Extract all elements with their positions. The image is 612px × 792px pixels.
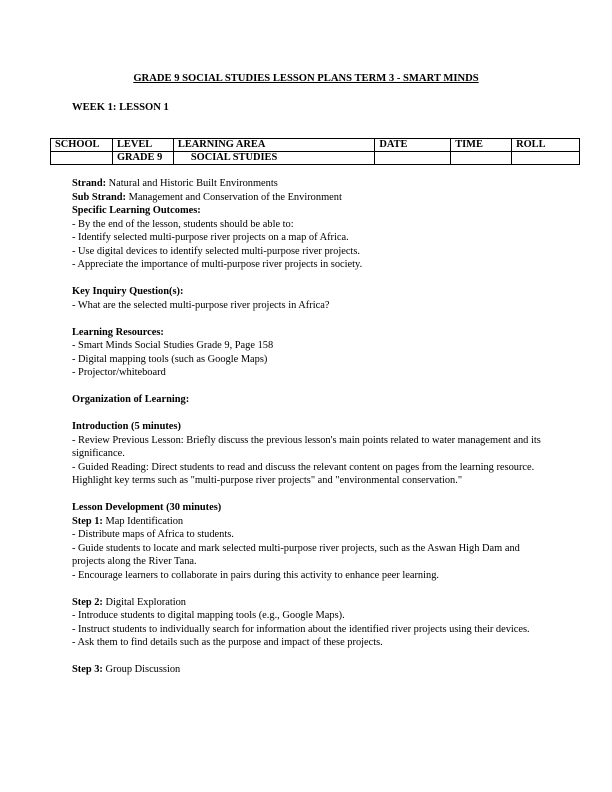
list-item: - Review Previous Lesson: Briefly discuss the previous lesson's main points related to water management and its significance. (72, 434, 541, 459)
cell-time (451, 152, 512, 165)
strand-label: Strand: (72, 178, 107, 189)
header-roll: ROLL (512, 139, 580, 152)
introduction-heading: Introduction (5 minutes) (72, 421, 181, 432)
step-3-line (72, 663, 552, 677)
list-item: - Appreciate the importance of multi-purpose river projects in society. (72, 259, 363, 270)
step-1-title: Map Identification (102, 515, 184, 527)
header-date: DATE (375, 139, 451, 152)
week-lesson-heading: WEEK 1: LESSON 1 (72, 102, 169, 113)
header-time: TIME (451, 139, 512, 152)
cell-school (51, 152, 113, 165)
list-item: - Ask them to find details such as the purpose and impact of these projects. (72, 637, 383, 648)
header-school: SCHOOL (51, 139, 113, 152)
list-item: - What are the selected multi-purpose river projects in Africa? (72, 299, 330, 311)
step-2-label: Step 2: (72, 596, 103, 608)
lesson-content (72, 177, 552, 677)
cell-roll (512, 152, 580, 165)
list-item: - Distribute maps of Africa to students. (72, 529, 234, 540)
table-header-row (51, 139, 580, 152)
strand-line (72, 177, 552, 191)
development-heading: Lesson Development (30 minutes) (72, 502, 222, 513)
step-1-line (72, 515, 552, 529)
list-item: - Instruct students to individually search for information about the identified river projects using their devices. (72, 623, 530, 635)
cell-learning-area: SOCIAL STUDIES (173, 152, 374, 165)
list-item: - Projector/whiteboard (72, 367, 166, 378)
lesson-info-table (50, 138, 580, 165)
cell-date (375, 152, 451, 165)
organization-heading: Organization of Learning: (72, 394, 190, 405)
sub-strand-line (72, 191, 552, 205)
list-item: - Encourage learners to collaborate in pairs during this activity to enhance peer learning. (72, 569, 439, 581)
header-learning-area: LEARNING AREA (173, 139, 374, 152)
list-item: - Introduce students to digital mapping tools (e.g., Google Maps). (72, 610, 345, 621)
list-item: - Smart Minds Social Studies Grade 9, Page 158 (72, 340, 274, 351)
resources-heading: Learning Resources: (72, 326, 164, 338)
list-item: - Use digital devices to identify selected multi-purpose river projects. (72, 245, 360, 257)
list-item: - Digital mapping tools (such as Google Maps) (72, 353, 268, 365)
step-2-title: Digital Exploration (102, 596, 187, 608)
list-item: - By the end of the lesson, students should be able to: (72, 218, 294, 230)
sub-strand-value: Management and Conservation of the Environment (126, 191, 342, 203)
strand-value: Natural and Historic Built Environments (106, 178, 278, 189)
inquiry-heading: Key Inquiry Question(s): (72, 286, 184, 297)
header-level: LEVEL (112, 139, 173, 152)
cell-level: GRADE 9 (112, 152, 173, 165)
sub-strand-label: Sub Strand: (72, 191, 126, 203)
list-item: - Identify selected multi-purpose river projects on a map of Africa. (72, 232, 349, 243)
document-title: GRADE 9 SOCIAL STUDIES LESSON PLANS TERM 3 - SMART MINDS (133, 73, 479, 84)
step-2-line (72, 596, 552, 610)
table-row (51, 152, 580, 165)
list-item: - Guide students to locate and mark selected multi-purpose river projects, such as the Aswan High Dam and projects along the River Tana. (72, 542, 520, 567)
step-3-title: Group Discussion (102, 664, 181, 675)
step-3-label: Step 3: (72, 664, 103, 675)
step-1-label: Step 1: (72, 515, 103, 527)
outcomes-heading: Specific Learning Outcomes: (72, 205, 201, 216)
list-item: - Guided Reading: Direct students to read and discuss the relevant content on pages from the learning resource. Highlight key terms such as "multi-purpose river projects" and "environmental conservation." (72, 461, 535, 486)
